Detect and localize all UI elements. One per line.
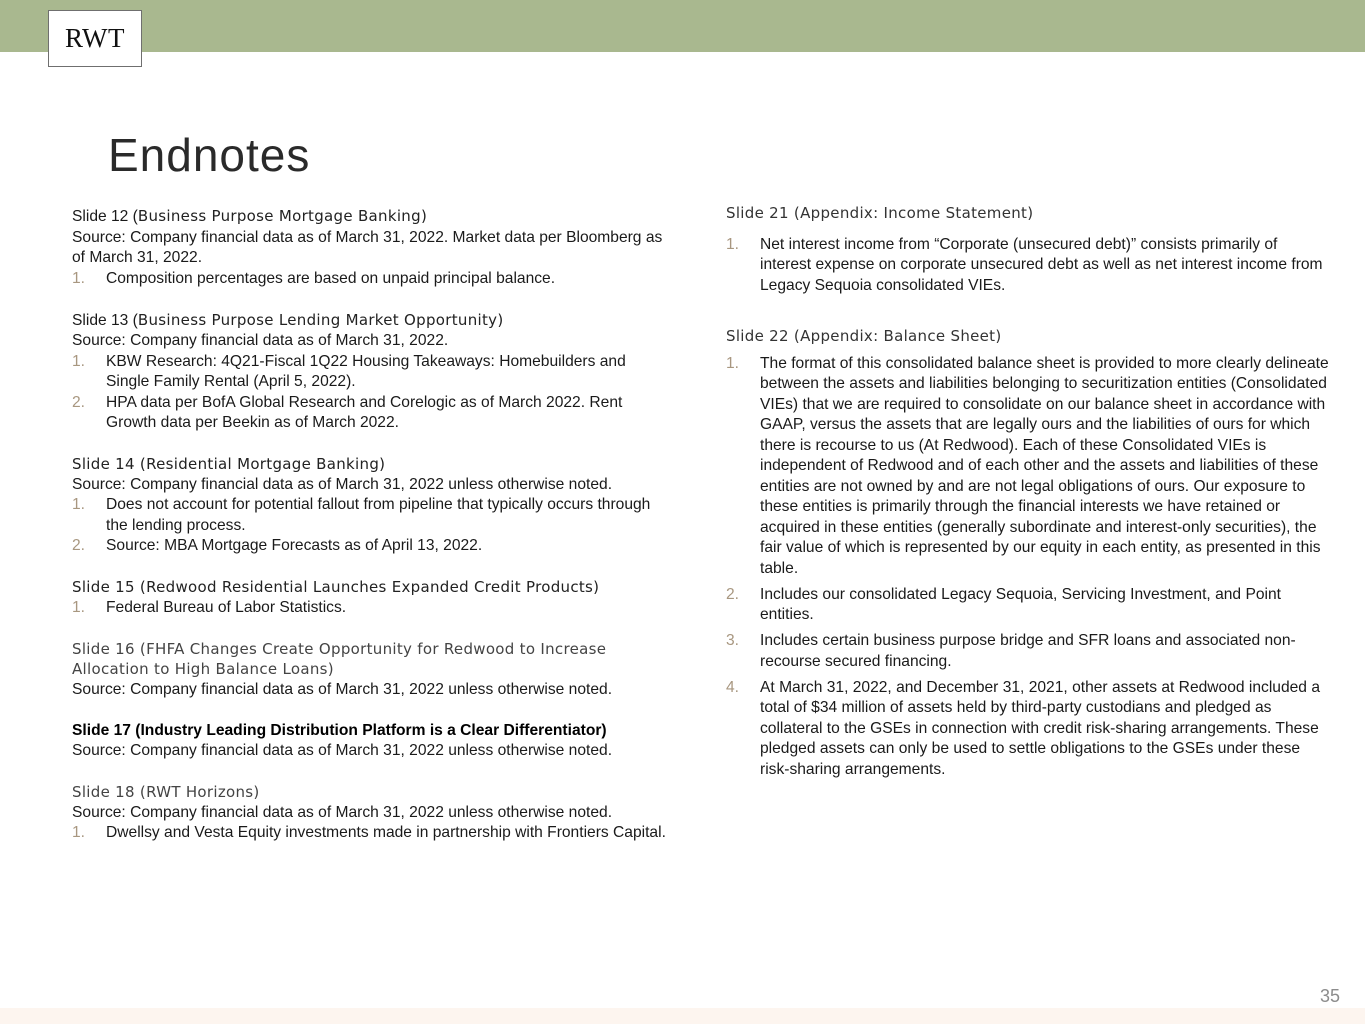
page-title: Endnotes [108,129,311,181]
endnote-slide-16 [72,639,672,701]
footnote-list [726,235,1330,297]
footnote-list [72,495,672,557]
endnote-slide-22 [726,326,1330,780]
section-heading: Slide 13 (Business Purpose Lending Market Opportunity) [72,310,504,329]
footnote-item: 1. Composition percentages are based on unpaid principal balance. [72,269,556,287]
endnote-slide-12 [72,206,672,289]
source-note: Source: Company financial data as of March 31, 2022. Market data per Bloomberg as of March 31, 2022. [72,228,663,266]
footnote-item: 2. Source: MBA Mortgage Forecasts as of April 13, 2022. [72,537,483,554]
logo-text: RWT [65,23,125,53]
bottom-strip [0,1008,1365,1024]
endnotes-left-column [72,206,672,864]
footnote-item: 1. Net interest income from “Corporate (unsecured debt)” consists primarily of interest expense on corporate unsecured debt as well as net interest income from Legacy Sequoia consolidated VIEs. [726,235,1323,294]
footnote-item: 1. Does not account for potential fallout from pipeline that typically occurs through the lending process. [72,496,651,534]
endnote-slide-13 [72,310,672,434]
footnote-item: 4. At March 31, 2022, and December 31, 2021, other assets at Redwood included a total of $34 million of assets held by third-party custodians and pledged as collateral to the GSEs in connection with credit risk-sharing arrangements. These pledged assets can only be used to settle obligations to the GSEs under these risk-sharing arrangements. [726,678,1320,778]
rwt-logo [48,10,142,67]
section-heading: Slide 15 (Redwood Residential Launches Expanded Credit Products) [72,578,600,596]
endnotes-right-column [726,203,1330,786]
footnote-item: 3. Includes certain business purpose bridge and SFR loans and associated non-recourse secured financing. [726,632,1296,670]
footnote-item: 1. KBW Research: 4Q21-Fiscal 1Q22 Housing Takeaways: Homebuilders and Single Family Rental (April 5, 2022). [72,352,626,390]
endnote-slide-18 [72,782,672,844]
footnote-item: 1. Federal Bureau of Labor Statistics. [72,598,347,616]
section-heading: Slide 22 (Appendix: Balance Sheet) [726,327,1002,345]
section-heading: Slide 17 (Industry Leading Distribution Platform is a Clear Differentiator) [72,721,607,739]
source-note: Source: Company financial data as of March 31, 2022 unless otherwise noted. [72,475,613,493]
endnote-slide-17 [72,721,672,762]
footnote-item: 1. The format of this consolidated balance sheet is provided to more clearly delineate between the assets and liabilities belonging to securitization entities (Consolidated VIEs) that we are required to consolidate on our balance sheet in accordance with GAAP, versus the assets that are legally ours and the liabilities of ours for which there is recourse to us (At Redwood). Each of these Consolidated VIEs is independent of Redwood and of each other and the assets and liabilities of these entities are not owned by and are not legal obligations of ours. Our exposure to these entities is primarily through the financial interests we have retained or acquired in these entities (generally subordinate and interest-only securities), the fair value of which is represented by our equity in each entity, as presented in this table. [726,354,1329,577]
section-heading: Slide 14 (Residential Mortgage Banking) [72,455,386,473]
footnote-list [72,823,672,844]
section-heading: Slide 21 (Appendix: Income Statement) [726,204,1034,222]
footnote-item: 2. HPA data per BofA Global Research and Corelogic as of March 2022. Rent Growth data per Beekin as of March 2022. [72,393,623,431]
footnote-list [72,352,672,434]
endnote-slide-15 [72,577,672,618]
source-note: Source: Company financial data as of March 31, 2022 unless otherwise noted. [72,680,613,698]
footnote-item: 1. Dwellsy and Vesta Equity investments made in partnership with Frontiers Capital. [72,824,666,841]
section-heading: Slide 12 (Business Purpose Mortgage Banking) [72,207,428,225]
endnote-slide-21 [726,203,1330,296]
footnote-list [72,598,672,619]
footnote-list [72,269,672,290]
source-note: Source: Company financial data as of March 31, 2022 unless otherwise noted. [72,742,613,759]
section-heading: Slide 18 (RWT Horizons) [72,783,260,801]
page-number: 35 [1319,986,1340,1006]
footnote-list [726,354,1330,781]
section-heading: Slide 16 (FHFA Changes Create Opportunity for Redwood to Increase Allocation to High Balance Loans) [72,639,607,678]
top-banner [0,0,1365,52]
endnote-slide-14 [72,454,672,557]
source-note: Source: Company financial data as of March 31, 2022. [72,332,449,349]
source-note: Source: Company financial data as of March 31, 2022 unless otherwise noted. [72,803,613,821]
footnote-item: 2. Includes our consolidated Legacy Sequoia, Servicing Investment, and Point entities. [726,585,1281,623]
